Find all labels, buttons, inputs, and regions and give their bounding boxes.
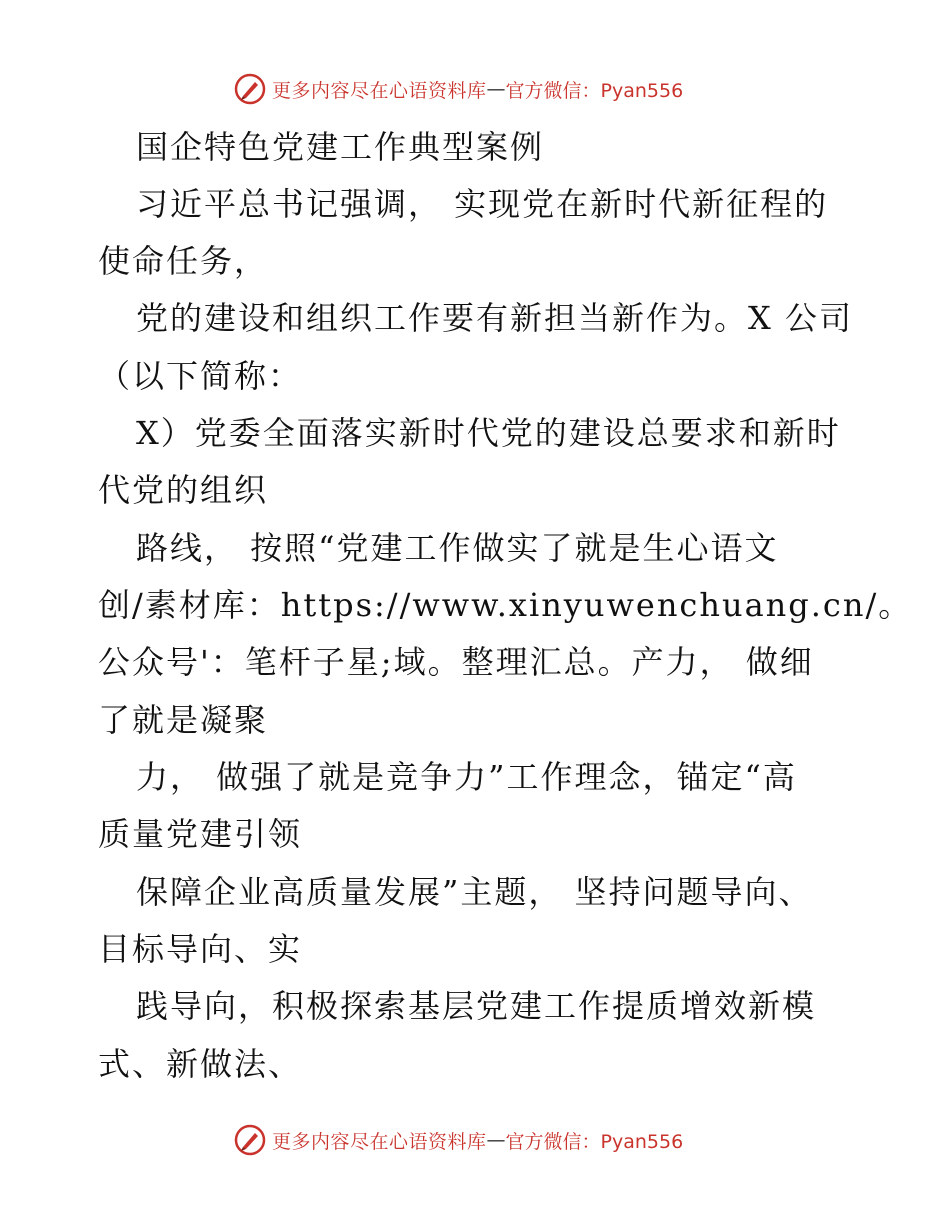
paragraph-line: 党的建设和组织工作要有新担当新作为。X 公司: [136, 299, 853, 337]
watermark-suffix: 官方微信：Pyan556: [505, 1130, 684, 1153]
paragraph-line: （以下简称：: [98, 357, 303, 395]
pen-logo-icon: [234, 1124, 266, 1156]
paragraph-line: 了就是凝聚: [98, 701, 269, 739]
paragraph-line: 代党的组织: [98, 471, 269, 509]
paragraph-line: 目标导向、实: [98, 930, 303, 968]
paragraph-line: 质量党建引领: [98, 815, 303, 853]
paragraph-line: 创/素材库：https://www.xinyuwenchuang.cn/。: [98, 586, 913, 624]
paragraph-line: 公众号'：笔杆子星;域。整理汇总。产力， 做细: [98, 643, 814, 681]
watermark-suffix: 官方微信：Pyan556: [505, 79, 684, 102]
paragraph-line: 式、新做法、: [98, 1045, 303, 1083]
paragraph-line: X）党委全面落实新时代党的建设总要求和新时: [136, 414, 841, 452]
paragraph-line: 路线， 按照“党建工作做实了就是生心语文: [136, 529, 779, 567]
watermark-text: 更多内容尽在心语资料库: [272, 1130, 487, 1153]
paragraph-line: 习近平总书记强调， 实现党在新时代新征程的: [136, 185, 829, 223]
watermark-text: 更多内容尽在心语资料库: [272, 79, 487, 102]
document-title: 国企特色党建工作典型案例: [136, 128, 545, 166]
paragraph-line: 使命任务，: [98, 242, 269, 280]
paragraph-line: 保障企业高质量发展”主题， 坚持问题导向、: [136, 873, 813, 911]
watermark-dash: —: [486, 1129, 506, 1151]
paragraph-line: 力， 做强了就是竞争力”工作理念，锚定“高: [136, 758, 797, 796]
watermark-dash: —: [486, 78, 506, 100]
footer-watermark: [234, 1123, 683, 1157]
paragraph-line: 践导向，积极探索基层党建工作提质增效新模: [136, 987, 817, 1025]
